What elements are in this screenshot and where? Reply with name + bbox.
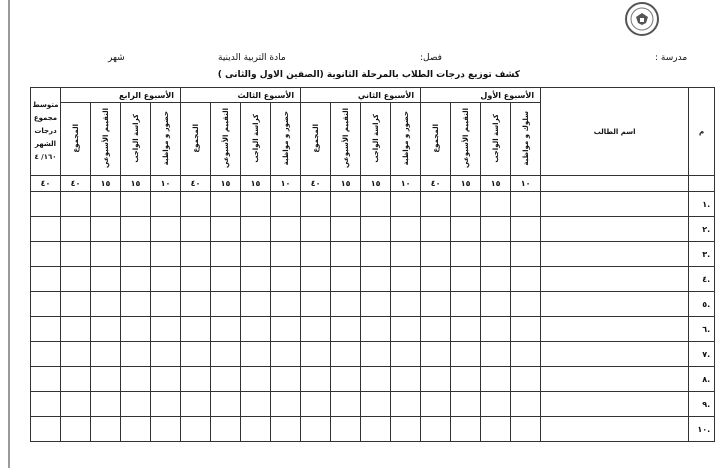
grade-cell [31,342,61,367]
student-name-cell [541,217,689,242]
week-4-col-1-header [151,103,181,176]
student-name-cell [541,317,689,342]
grade-cell [151,192,181,217]
grade-cell [31,217,61,242]
grade-cell [331,292,361,317]
max-score-cell: ١٠ [271,176,301,192]
column-label: كراسة الواجب [371,113,380,163]
grade-cell [481,242,511,267]
grade-cell [91,217,121,242]
grade-cell [121,317,151,342]
row-number: .١٠ [689,417,715,442]
grade-cell [361,317,391,342]
table-row [31,417,715,442]
max-score-cell: ١٠ [511,176,541,192]
column-label: كراسة الواجب [251,113,260,163]
grade-cell [91,267,121,292]
grade-cell [361,392,391,417]
grade-cell [421,392,451,417]
grade-cell [121,267,151,292]
student-name-header: اسم الطالب [541,88,689,176]
grade-cell [391,242,421,267]
grade-cell [421,192,451,217]
max-index-cell [689,176,715,192]
subject-label: مادة التربية الدينية [218,53,286,63]
grade-cell [121,367,151,392]
grade-cell [271,267,301,292]
grade-cell [301,192,331,217]
grade-cell [391,217,421,242]
grade-cell [151,317,181,342]
grade-cell [211,392,241,417]
month-average-header [31,88,61,176]
avg-line-2: مجموع [33,114,58,122]
grade-cell [361,342,391,367]
grade-cell [421,242,451,267]
grade-cell [61,342,91,367]
grade-cell [481,367,511,392]
grade-cell [211,367,241,392]
grade-cell [481,317,511,342]
avg-line-1: متوسط [32,101,59,109]
grade-cell [241,317,271,342]
grade-cell [511,317,541,342]
grade-cell [211,192,241,217]
grade-cell [31,392,61,417]
grade-cell [331,392,361,417]
column-label: كراسة الواجب [491,113,500,163]
week-1-header: الأسبوع الأول [421,88,541,103]
grade-cell [91,192,121,217]
week-1-col-2-header [481,103,511,176]
grade-cell [151,342,181,367]
grade-cell [301,317,331,342]
table-row [31,317,715,342]
grade-cell [241,392,271,417]
grade-cell [61,367,91,392]
row-number: .٨ [689,367,715,392]
column-label: التقييم الأسبوعي [341,107,350,169]
grade-cell [301,217,331,242]
grade-cell [391,292,421,317]
grade-cell [121,342,151,367]
grade-cell [61,217,91,242]
grade-cell [121,292,151,317]
page-edge [8,0,10,468]
grade-cell [451,217,481,242]
week-4-col-2-header [121,103,151,176]
student-name-cell [541,342,689,367]
column-label: التقييم الأسبوعي [221,107,230,169]
column-label: حضور و مواظبة [161,110,170,166]
grade-cell [61,242,91,267]
row-number: .٤ [689,267,715,292]
grade-cell [31,267,61,292]
class-label: فصل: [420,53,442,63]
grade-cell [361,292,391,317]
week-1-col-4-header [421,103,451,176]
grade-cell [271,192,301,217]
grade-cell [151,417,181,442]
grade-cell [511,367,541,392]
row-number: .٣ [689,242,715,267]
grade-cell [31,417,61,442]
grade-cell [61,417,91,442]
grade-cell [121,192,151,217]
grade-cell [511,192,541,217]
grade-cell [271,242,301,267]
grade-cell [361,267,391,292]
week-4-col-4-header [61,103,91,176]
grade-cell [121,217,151,242]
max-score-cell: ١٥ [361,176,391,192]
week-4-col-3-header [91,103,121,176]
max-score-cell: ١٥ [331,176,361,192]
grade-cell [31,367,61,392]
grade-cell [181,267,211,292]
grade-cell [181,292,211,317]
grade-cell [421,417,451,442]
grade-cell [421,267,451,292]
column-label: التقييم الأسبوعي [101,107,110,169]
grade-cell [451,317,481,342]
table-row [31,367,715,392]
grade-cell [181,242,211,267]
grade-cell [361,192,391,217]
grade-cell [151,217,181,242]
max-score-cell: ٤٠ [421,176,451,192]
grade-cell [331,342,361,367]
grade-cell [331,267,361,292]
max-score-cell: ١٥ [451,176,481,192]
grade-cell [151,267,181,292]
student-name-cell [541,267,689,292]
week-2-header: الأسبوع الثاني [301,88,421,103]
grade-cell [481,342,511,367]
school-label: مدرسة : [655,53,688,63]
week-2-col-1-header [391,103,421,176]
grade-cell [61,292,91,317]
grade-cell [181,317,211,342]
student-name-cell [541,242,689,267]
week-3-col-1-header [271,103,301,176]
table-row [31,242,715,267]
grade-cell [301,242,331,267]
grade-cell [451,267,481,292]
grade-cell [481,392,511,417]
grade-cell [451,242,481,267]
grade-cell [481,267,511,292]
table-row [31,267,715,292]
column-label: حضور و مواظبة [401,110,410,166]
index-header: م [689,88,715,176]
grade-cell [391,192,421,217]
row-number: .٩ [689,392,715,417]
grade-cell [271,417,301,442]
grade-cell [451,192,481,217]
week-3-col-2-header [241,103,271,176]
grade-cell [481,217,511,242]
avg-line-5: ١٦٠/ ٤ [34,153,57,161]
grade-cell [451,392,481,417]
grade-cell [271,292,301,317]
grade-cell [61,267,91,292]
max-average-cell: ٤٠ [31,176,61,192]
grade-cell [181,342,211,367]
grade-cell [31,292,61,317]
grade-cell [151,392,181,417]
grade-cell [451,292,481,317]
grade-cell [511,392,541,417]
grade-cell [511,217,541,242]
grade-cell [151,367,181,392]
grade-cell [301,267,331,292]
grade-cell [451,367,481,392]
grade-cell [511,267,541,292]
max-score-cell: ١٥ [211,176,241,192]
row-number: .٥ [689,292,715,317]
grade-cell [91,292,121,317]
grade-cell [481,192,511,217]
grade-cell [361,217,391,242]
grade-cell [301,392,331,417]
grade-cell [391,417,421,442]
row-number: .٢ [689,217,715,242]
row-number: .٧ [689,342,715,367]
grade-cell [451,342,481,367]
avg-line-3: درجات [34,127,57,135]
grade-cell [421,342,451,367]
grade-cell [211,417,241,442]
table-row [31,292,715,317]
grade-cell [331,317,361,342]
table-row [31,192,715,217]
grade-cell [511,292,541,317]
grade-cell [271,367,301,392]
grade-cell [301,417,331,442]
max-score-cell: ١٥ [481,176,511,192]
week-3-col-4-header [181,103,211,176]
grade-cell [361,417,391,442]
grade-cell [211,317,241,342]
grade-cell [241,342,271,367]
max-score-cell: ١٠ [391,176,421,192]
grade-cell [301,342,331,367]
grade-cell [91,417,121,442]
grade-cell [421,317,451,342]
grade-cell [271,342,301,367]
grade-cell [91,342,121,367]
row-number: .٦ [689,317,715,342]
grade-cell [391,392,421,417]
week-1-col-1-header [511,103,541,176]
table-row [31,217,715,242]
grade-cell [241,367,271,392]
grade-cell [361,242,391,267]
grade-cell [271,392,301,417]
student-name-cell [541,392,689,417]
grade-cell [61,392,91,417]
month-label: شهر [108,53,125,63]
grade-cell [61,317,91,342]
student-name-cell [541,292,689,317]
grade-cell [241,192,271,217]
week-4-header: الأسبوع الرابع [61,88,181,103]
week-2-col-4-header [301,103,331,176]
grade-cell [151,292,181,317]
max-score-cell: ١٥ [121,176,151,192]
column-label: المجموع [71,123,80,153]
grade-cell [481,292,511,317]
grade-cell [211,342,241,367]
grade-cell [331,367,361,392]
table-row [31,392,715,417]
week-2-col-2-header [361,103,391,176]
grade-cell [241,242,271,267]
grade-cell [91,317,121,342]
grade-cell [211,217,241,242]
max-score-cell: ٤٠ [301,176,331,192]
column-label: كراسة الواجب [131,113,140,163]
grade-cell [391,367,421,392]
grade-cell [331,192,361,217]
grade-cell [181,367,211,392]
grades-table [30,87,715,442]
max-score-cell: ١٥ [91,176,121,192]
student-name-cell [541,417,689,442]
grade-cell [241,292,271,317]
grade-cell [181,217,211,242]
grade-cell [421,217,451,242]
grade-cell [31,242,61,267]
grade-cell [181,392,211,417]
column-label: المجموع [311,123,320,153]
grade-cell [331,217,361,242]
grade-cell [151,242,181,267]
grade-cell [211,242,241,267]
grade-cell [211,292,241,317]
grade-cell [511,342,541,367]
student-name-cell [541,192,689,217]
grade-cell [271,217,301,242]
grade-cell [421,367,451,392]
table-row [31,342,715,367]
max-name-cell [541,176,689,192]
grade-cell [211,267,241,292]
grade-cell [391,267,421,292]
student-name-cell [541,367,689,392]
grade-cell [31,317,61,342]
column-label: التقييم الأسبوعي [461,107,470,169]
max-score-cell: ١٠ [151,176,181,192]
avg-line-4: الشهر [34,140,57,148]
grade-cell [31,192,61,217]
grade-cell [91,367,121,392]
week-1-col-3-header [451,103,481,176]
max-score-cell: ٤٠ [181,176,211,192]
grade-cell [241,267,271,292]
grade-cell [301,367,331,392]
grade-cell [481,417,511,442]
row-number: .١ [689,192,715,217]
grade-cell [121,392,151,417]
grade-cell [361,367,391,392]
grade-cell [121,242,151,267]
grade-cell [181,417,211,442]
grade-cell [331,417,361,442]
week-3-header: الأسبوع الثالث [181,88,301,103]
column-label: حضور و مواظبة [281,110,290,166]
grade-cell [331,242,361,267]
grade-cell [271,317,301,342]
week-2-col-3-header [331,103,361,176]
grade-cell [301,292,331,317]
grade-cell [61,192,91,217]
grade-cell [511,242,541,267]
grade-cell [181,192,211,217]
grade-cell [91,392,121,417]
max-score-cell: ١٥ [241,176,271,192]
max-score-cell: ٤٠ [61,176,91,192]
grade-cell [121,417,151,442]
grade-cell [241,417,271,442]
grade-cell [91,242,121,267]
column-label: المجموع [431,123,440,153]
grade-cell [421,292,451,317]
grade-cell [391,342,421,367]
page-title: كشف توزيع درجات الطلاب بالمرحلة الثانوية (الصفين الاول والثانى ) [217,70,520,80]
grade-cell [241,217,271,242]
grade-cell [511,417,541,442]
grade-cell [391,317,421,342]
ministry-logo [625,2,659,36]
week-3-col-3-header [211,103,241,176]
column-label: المجموع [191,123,200,153]
column-label: سلوك و مواظبة [521,110,530,166]
grade-cell [451,417,481,442]
